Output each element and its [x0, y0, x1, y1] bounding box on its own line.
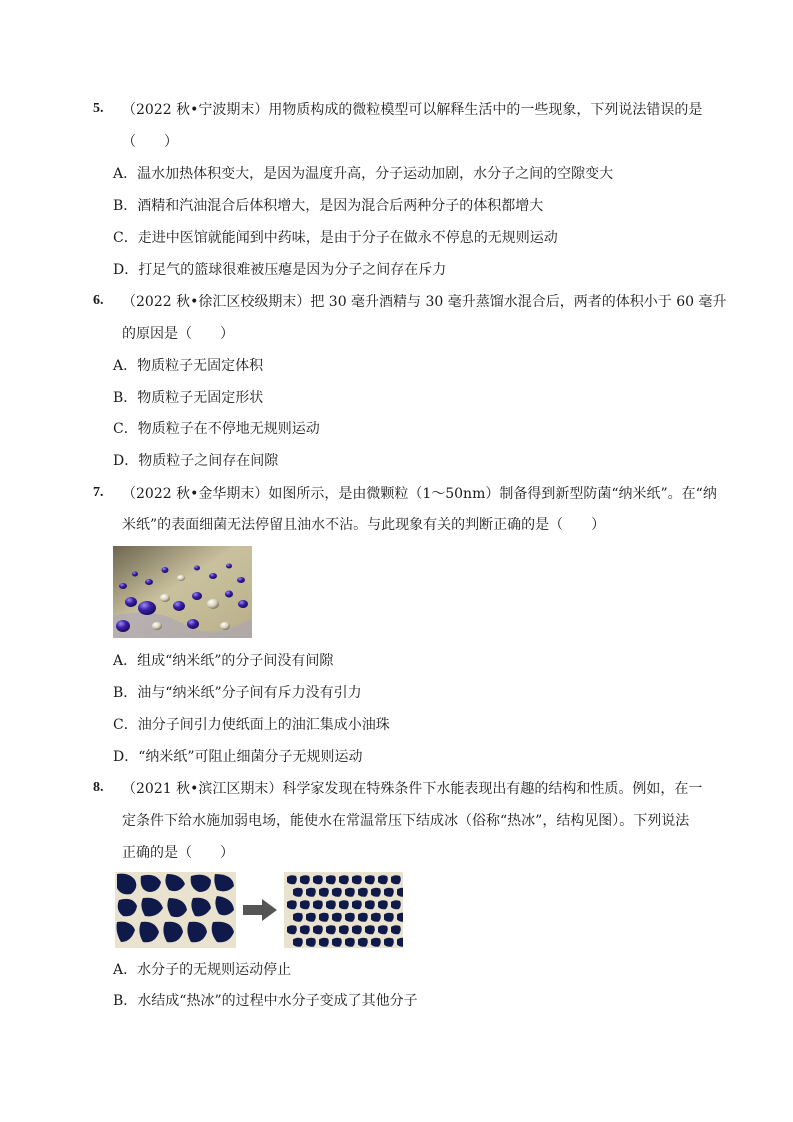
option-a: A．物质粒子无固定体积	[113, 358, 264, 374]
option-c: C．走进中医馆就能闻到中药味，是由于分子在做永不停息的无规则运动	[113, 230, 558, 246]
option-a: A．组成“纳米纸”的分子间没有间隙	[113, 653, 334, 669]
option-d: D．物质粒子之间存在间隙	[113, 453, 279, 469]
option-b: B．物质粒子无固定形状	[113, 390, 264, 406]
option-d: D．“纳米纸”可阻止细菌分子无规则运动	[113, 749, 363, 765]
option-c: C．物质粒子在不停地无规则运动	[113, 421, 320, 437]
water-structure-image	[115, 872, 236, 948]
option-c: C．油分子间引力使纸面上的油汇集成小油珠	[113, 717, 390, 733]
option-a: A．温水加热体积变大，是因为温度升高，分子运动加剧，水分子之间的空隙变大	[113, 166, 614, 182]
option-b: B．油与“纳米纸”分子间有斥力没有引力	[113, 685, 362, 701]
question-number: 5.	[93, 101, 104, 116]
question-stem: 米纸”的表面细菌无法停留且油水不沾。与此现象有关的判断正确的是（ ）	[122, 517, 606, 533]
question-number: 6.	[93, 293, 104, 308]
nano-paper-photo	[113, 546, 252, 638]
question-stem: （2022 秋•宁波期末）用物质构成的微粒模型可以解释生活中的一些现象，下列说法错误的是	[122, 102, 703, 118]
option-a: A．水分子的无规则运动停止	[113, 962, 292, 978]
question-stem: （2022 秋•徐汇区校级期末）把 30 毫升酒精与 30 毫升蒸馏水混合后，两者的体积小于 60 毫升	[122, 294, 727, 310]
question-number: 7.	[93, 485, 104, 500]
question-stem: 的原因是（ ）	[122, 326, 234, 342]
question-stem: （ ）	[122, 134, 178, 150]
question-stem: （2022 秋•金华期末）如图所示，是由微颗粒（1～50nm）制备得到新型防菌“纳米纸”。在“纳	[122, 486, 717, 502]
arrow-icon	[242, 898, 278, 922]
question-stem: 定条件下给水施加弱电场，能使水在常温常压下结成冰（俗称“热冰”，结构见图）。下列说法	[122, 813, 690, 829]
question-stem: （2021 秋•滨江区期末）科学家发现在特殊条件下水能表现出有趣的结构和性质。例如，在一	[122, 781, 703, 797]
question-number: 8.	[93, 780, 104, 795]
hot-ice-structure-image	[284, 872, 403, 948]
option-b: B．酒精和汽油混合后体积增大，是因为混合后两种分子的体积都增大	[113, 198, 544, 214]
option-b: B．水结成“热冰”的过程中水分子变成了其他分子	[113, 993, 418, 1009]
question-stem: 正确的是（ ）	[122, 845, 234, 861]
option-d: D．打足气的篮球很难被压瘪是因为分子之间存在斥力	[113, 262, 447, 278]
